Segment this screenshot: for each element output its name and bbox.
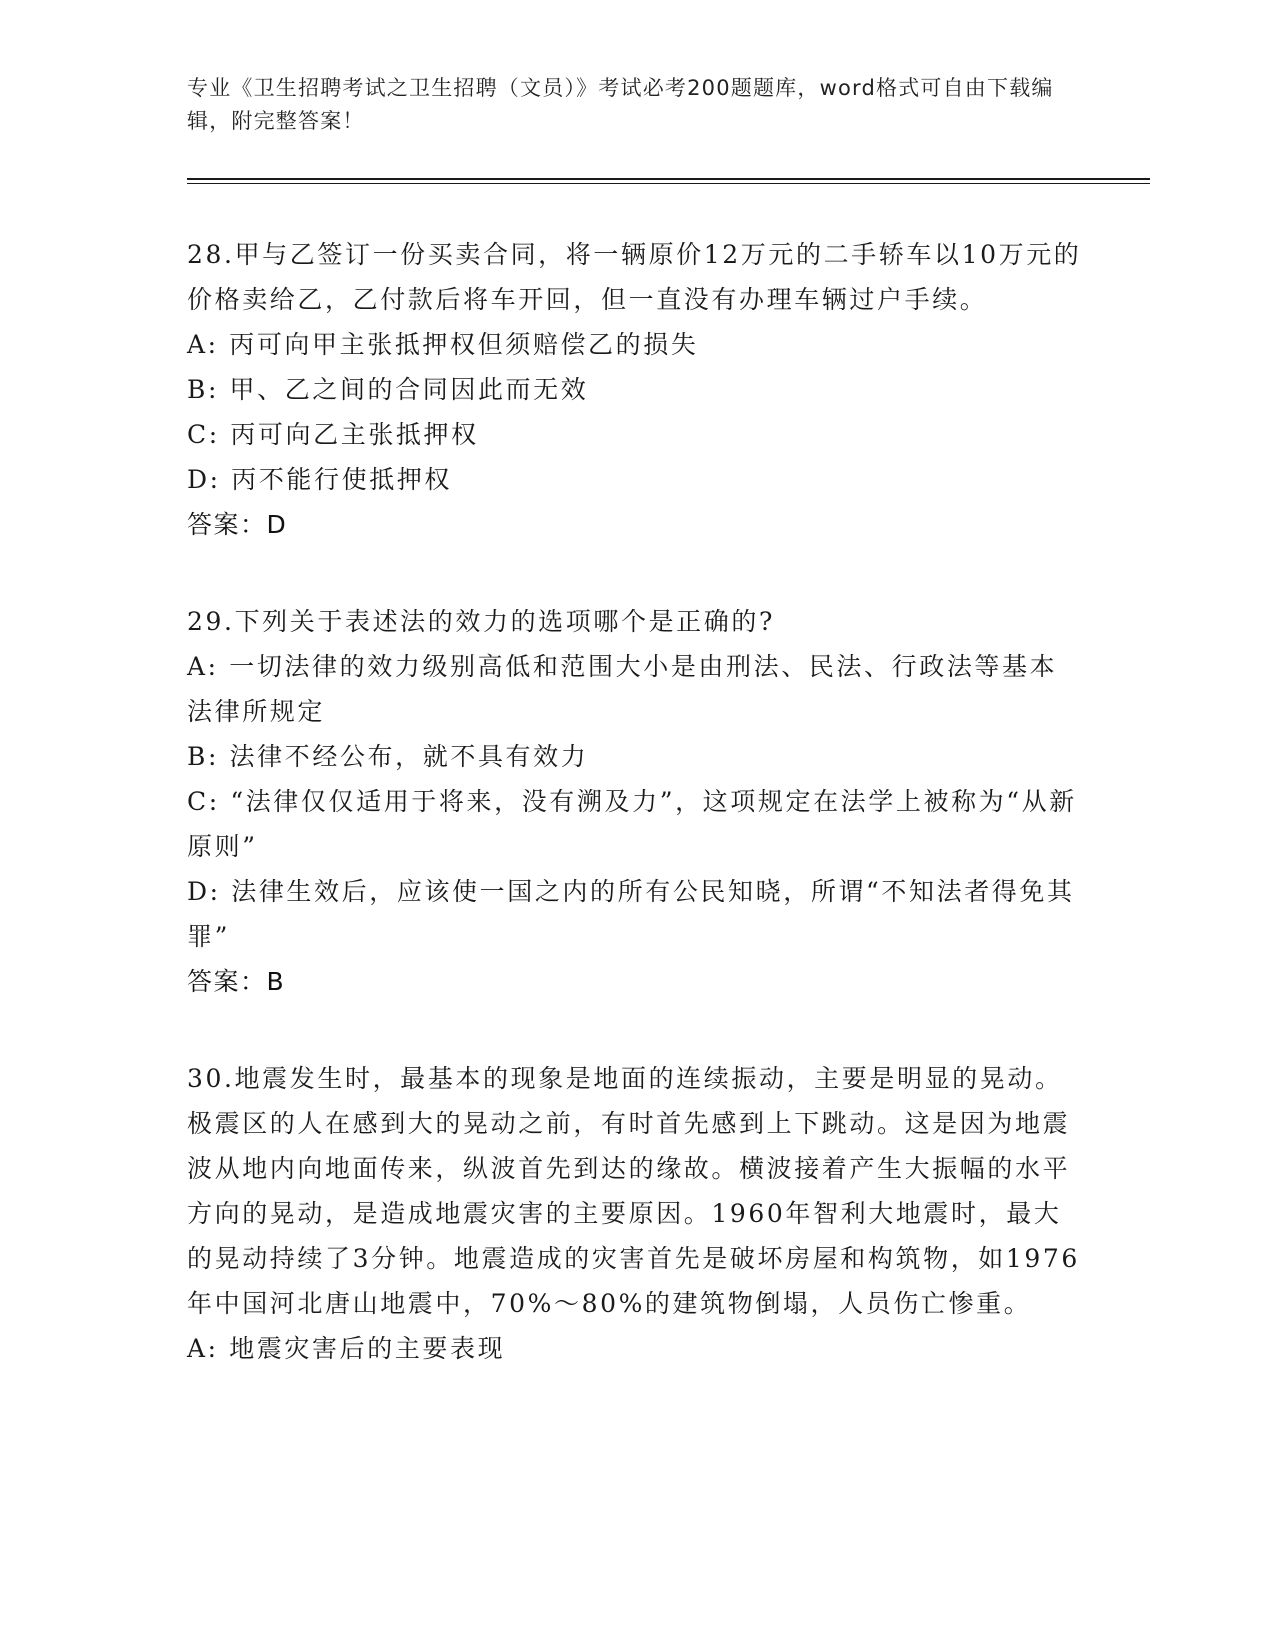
header-divider-thick xyxy=(187,178,1150,180)
option-letter: B: xyxy=(187,742,219,771)
question-stem xyxy=(187,1056,1082,1326)
option-b xyxy=(187,734,1082,779)
option-letter: D: xyxy=(187,465,221,494)
option-letter: C: xyxy=(187,787,220,816)
option-letter: B: xyxy=(187,375,219,404)
option-a xyxy=(187,644,1082,734)
option-text: “法律仅仅适用于将来，没有溯及力”，这项规定在法学上被称为“从新原则” xyxy=(187,787,1077,861)
option-letter: D: xyxy=(187,877,221,906)
question-29 xyxy=(187,599,1082,1004)
option-d xyxy=(187,457,1082,502)
option-text: 法律生效后，应该使一国之内的所有公民知晓，所谓“不知法者得免其罪” xyxy=(187,877,1075,951)
answer-line xyxy=(187,959,1082,1004)
option-text: 丙不能行使抵押权 xyxy=(231,465,453,494)
question-30 xyxy=(187,1056,1082,1371)
option-text: 丙可向乙主张抵押权 xyxy=(230,420,479,449)
option-text: 法律不经公布，就不具有效力 xyxy=(229,742,589,771)
question-28 xyxy=(187,232,1082,547)
answer-value: B xyxy=(266,967,286,996)
question-stem xyxy=(187,232,1082,322)
option-d xyxy=(187,869,1082,959)
question-number: 28. xyxy=(187,240,235,269)
answer-label: 答案： xyxy=(187,967,267,996)
question-text: 地震发生时，最基本的现象是地面的连续振动，主要是明显的晃动。极震区的人在感到大的晃动之前，有时首先感到上下跳动。这是因为地震波从地内向地面传来，纵波首先到达的缘故。横波接着产生大振幅的水平方向的晃动，是造成地震灾害的主要原因。1960年智利大地震时，最大的晃动持续了3分钟。地震造成的灾害首先是破坏房屋和构筑物，如1976年中国河北唐山地震中，70%～80%的建筑物倒塌，人员伤亡惨重。 xyxy=(187,1064,1080,1318)
option-letter: A: xyxy=(187,330,219,359)
option-text: 丙可向甲主张抵押权但须赔偿乙的损失 xyxy=(229,330,699,359)
document-header: 专业《卫生招聘考试之卫生招聘（文员）》考试必考200题题库，word格式可自由下载编辑，附完整答案！ xyxy=(187,76,1054,133)
answer-value: D xyxy=(266,510,288,539)
question-stem xyxy=(187,599,1082,644)
option-text: 甲、乙之间的合同因此而无效 xyxy=(229,375,589,404)
option-a xyxy=(187,322,1082,367)
answer-line xyxy=(187,502,1082,547)
option-text: 地震灾害后的主要表现 xyxy=(229,1334,506,1363)
question-text: 下列关于表述法的效力的选项哪个是正确的? xyxy=(234,607,775,636)
header-divider-thin xyxy=(187,183,1150,184)
question-text: 甲与乙签订一份买卖合同，将一辆原价12万元的二手轿车以10万元的价格卖给乙，乙付款后将车开回，但一直没有办理车辆过户手续。 xyxy=(187,240,1082,314)
option-a xyxy=(187,1326,1082,1371)
option-c xyxy=(187,779,1082,869)
option-b xyxy=(187,367,1082,412)
question-list xyxy=(187,232,1082,1423)
option-c xyxy=(187,412,1082,457)
option-letter: A: xyxy=(187,1334,219,1363)
question-number: 30. xyxy=(187,1064,235,1093)
option-letter: A: xyxy=(187,652,219,681)
option-letter: C: xyxy=(187,420,220,449)
answer-label: 答案： xyxy=(187,510,267,539)
option-text: 一切法律的效力级别高低和范围大小是由刑法、民法、行政法等基本法律所规定 xyxy=(187,652,1058,726)
question-number: 29. xyxy=(187,607,235,636)
